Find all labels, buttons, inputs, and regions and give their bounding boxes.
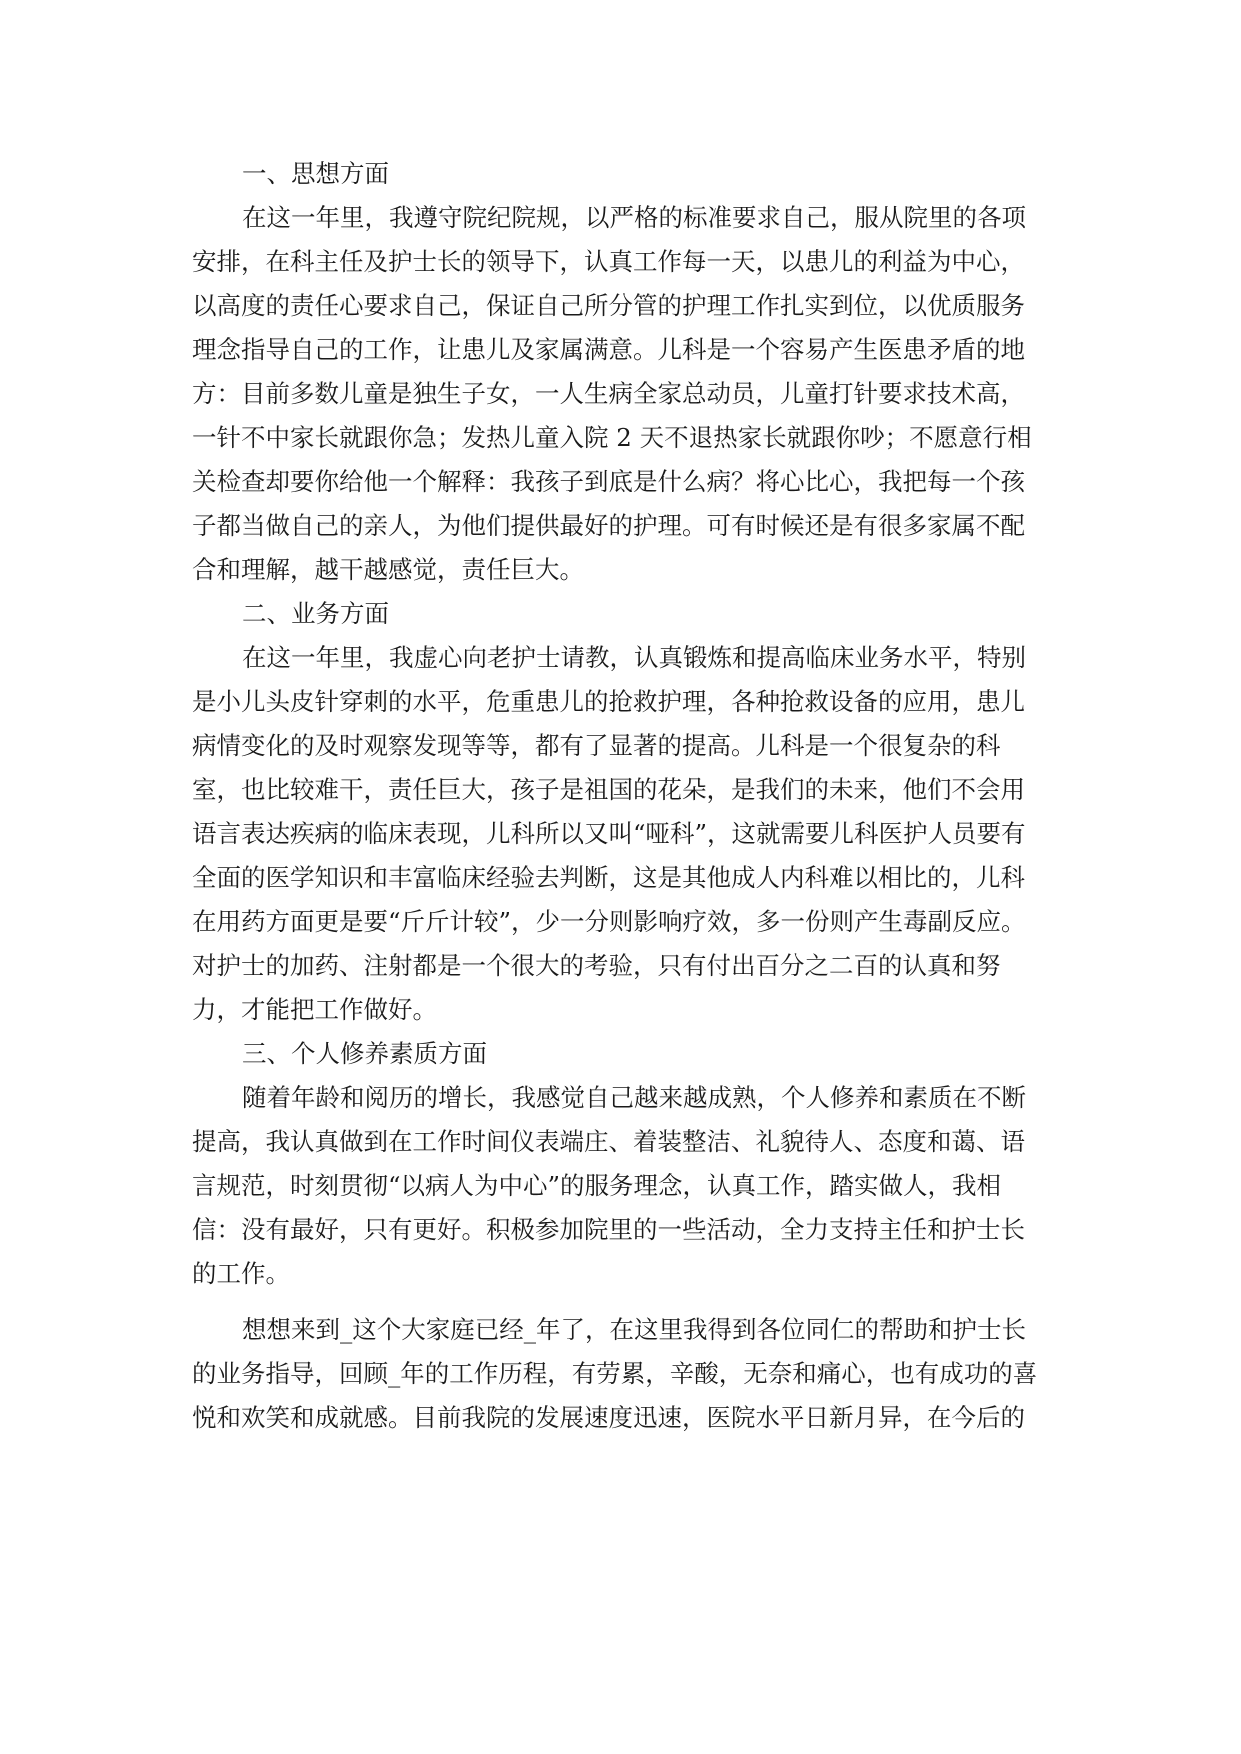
paragraph-line: 是小儿头皮针穿刺的水平，危重患儿的抢救护理，各种抢救设备的应用，患儿 bbox=[192, 687, 1025, 716]
paragraph-line: 在用药方面更是要“斤斤计较”，少一分则影响疗效，多一份则产生毒副反应。 bbox=[192, 907, 1026, 936]
section-heading: 二、业务方面 bbox=[242, 599, 389, 628]
paragraph-line: 信：没有最好，只有更好。积极参加院里的一些活动，全力支持主任和护士长 bbox=[192, 1215, 1025, 1244]
paragraph-line: 病情变化的及时观察发现等等，都有了显著的提高。儿科是一个很复杂的科 bbox=[192, 731, 1001, 760]
paragraph-line: 对护士的加药、注射都是一个很大的考验，只有付出百分之二百的认真和努 bbox=[192, 951, 1001, 980]
paragraph-line: 关检查却要你给他一个解释：我孩子到底是什么病？将心比心，我把每一个孩 bbox=[192, 467, 1025, 496]
paragraph-line: 全面的医学知识和丰富临床经验去判断，这是其他成人内科难以相比的，儿科 bbox=[192, 863, 1025, 892]
paragraph-line: 提高，我认真做到在工作时间仪表端庄、着装整洁、礼貌待人、态度和蔼、语 bbox=[192, 1127, 1025, 1156]
paragraph-line: 室，也比较难干，责任巨大，孩子是祖国的花朵，是我们的未来，他们不会用 bbox=[192, 775, 1025, 804]
paragraph-line: 以高度的责任心要求自己，保证自己所分管的护理工作扎实到位，以优质服务 bbox=[192, 291, 1025, 320]
paragraph-line: 合和理解，越干越感觉，责任巨大。 bbox=[192, 555, 584, 584]
paragraph-line: 方：目前多数儿童是独生子女，一人生病全家总动员，儿童打针要求技术高， bbox=[192, 379, 1025, 408]
paragraph-line: 想想来到_这个大家庭已经_年了，在这里我得到各位同仁的帮助和护士长 bbox=[242, 1315, 1026, 1344]
paragraph-line: 的业务指导，回顾_年的工作历程，有劳累，辛酸，无奈和痛心，也有成功的喜 bbox=[192, 1359, 1038, 1388]
paragraph-line: 力，才能把工作做好。 bbox=[192, 995, 437, 1024]
paragraph-line: 的工作。 bbox=[192, 1259, 290, 1288]
paragraph-line: 言规范，时刻贯彻“以病人为中心”的服务理念，认真工作，踏实做人，我相 bbox=[192, 1171, 1002, 1200]
paragraph-line: 理念指导自己的工作，让患儿及家属满意。儿科是一个容易产生医患矛盾的地 bbox=[192, 335, 1025, 364]
paragraph-line: 安排，在科主任及护士长的领导下，认真工作每一天，以患儿的利益为中心， bbox=[192, 247, 1025, 276]
paragraph-line: 在这一年里，我遵守院纪院规，以严格的标准要求自己，服从院里的各项 bbox=[242, 203, 1026, 232]
paragraph-line: 悦和欢笑和成就感。目前我院的发展速度迅速，医院水平日新月异，在今后的 bbox=[192, 1403, 1025, 1432]
paragraph-line: 在这一年里，我虚心向老护士请教，认真锻炼和提高临床业务水平，特别 bbox=[242, 643, 1026, 672]
paragraph-spacer bbox=[192, 1296, 1052, 1308]
paragraph-line: 一针不中家长就跟你急；发热儿童入院 2 天不退热家长就跟你吵；不愿意行相 bbox=[192, 423, 1032, 452]
section-heading: 三、个人修养素质方面 bbox=[242, 1039, 487, 1068]
paragraph-line: 语言表达疾病的临床表现，儿科所以又叫“哑科”，这就需要儿科医护人员要有 bbox=[192, 819, 1026, 848]
section-heading: 一、思想方面 bbox=[242, 159, 389, 188]
paragraph-line: 随着年龄和阅历的增长，我感觉自己越来越成熟，个人修养和素质在不断 bbox=[242, 1083, 1026, 1112]
paragraph-line: 子都当做自己的亲人，为他们提供最好的护理。可有时候还是有很多家属不配 bbox=[192, 511, 1025, 540]
document-body bbox=[192, 152, 1052, 1440]
